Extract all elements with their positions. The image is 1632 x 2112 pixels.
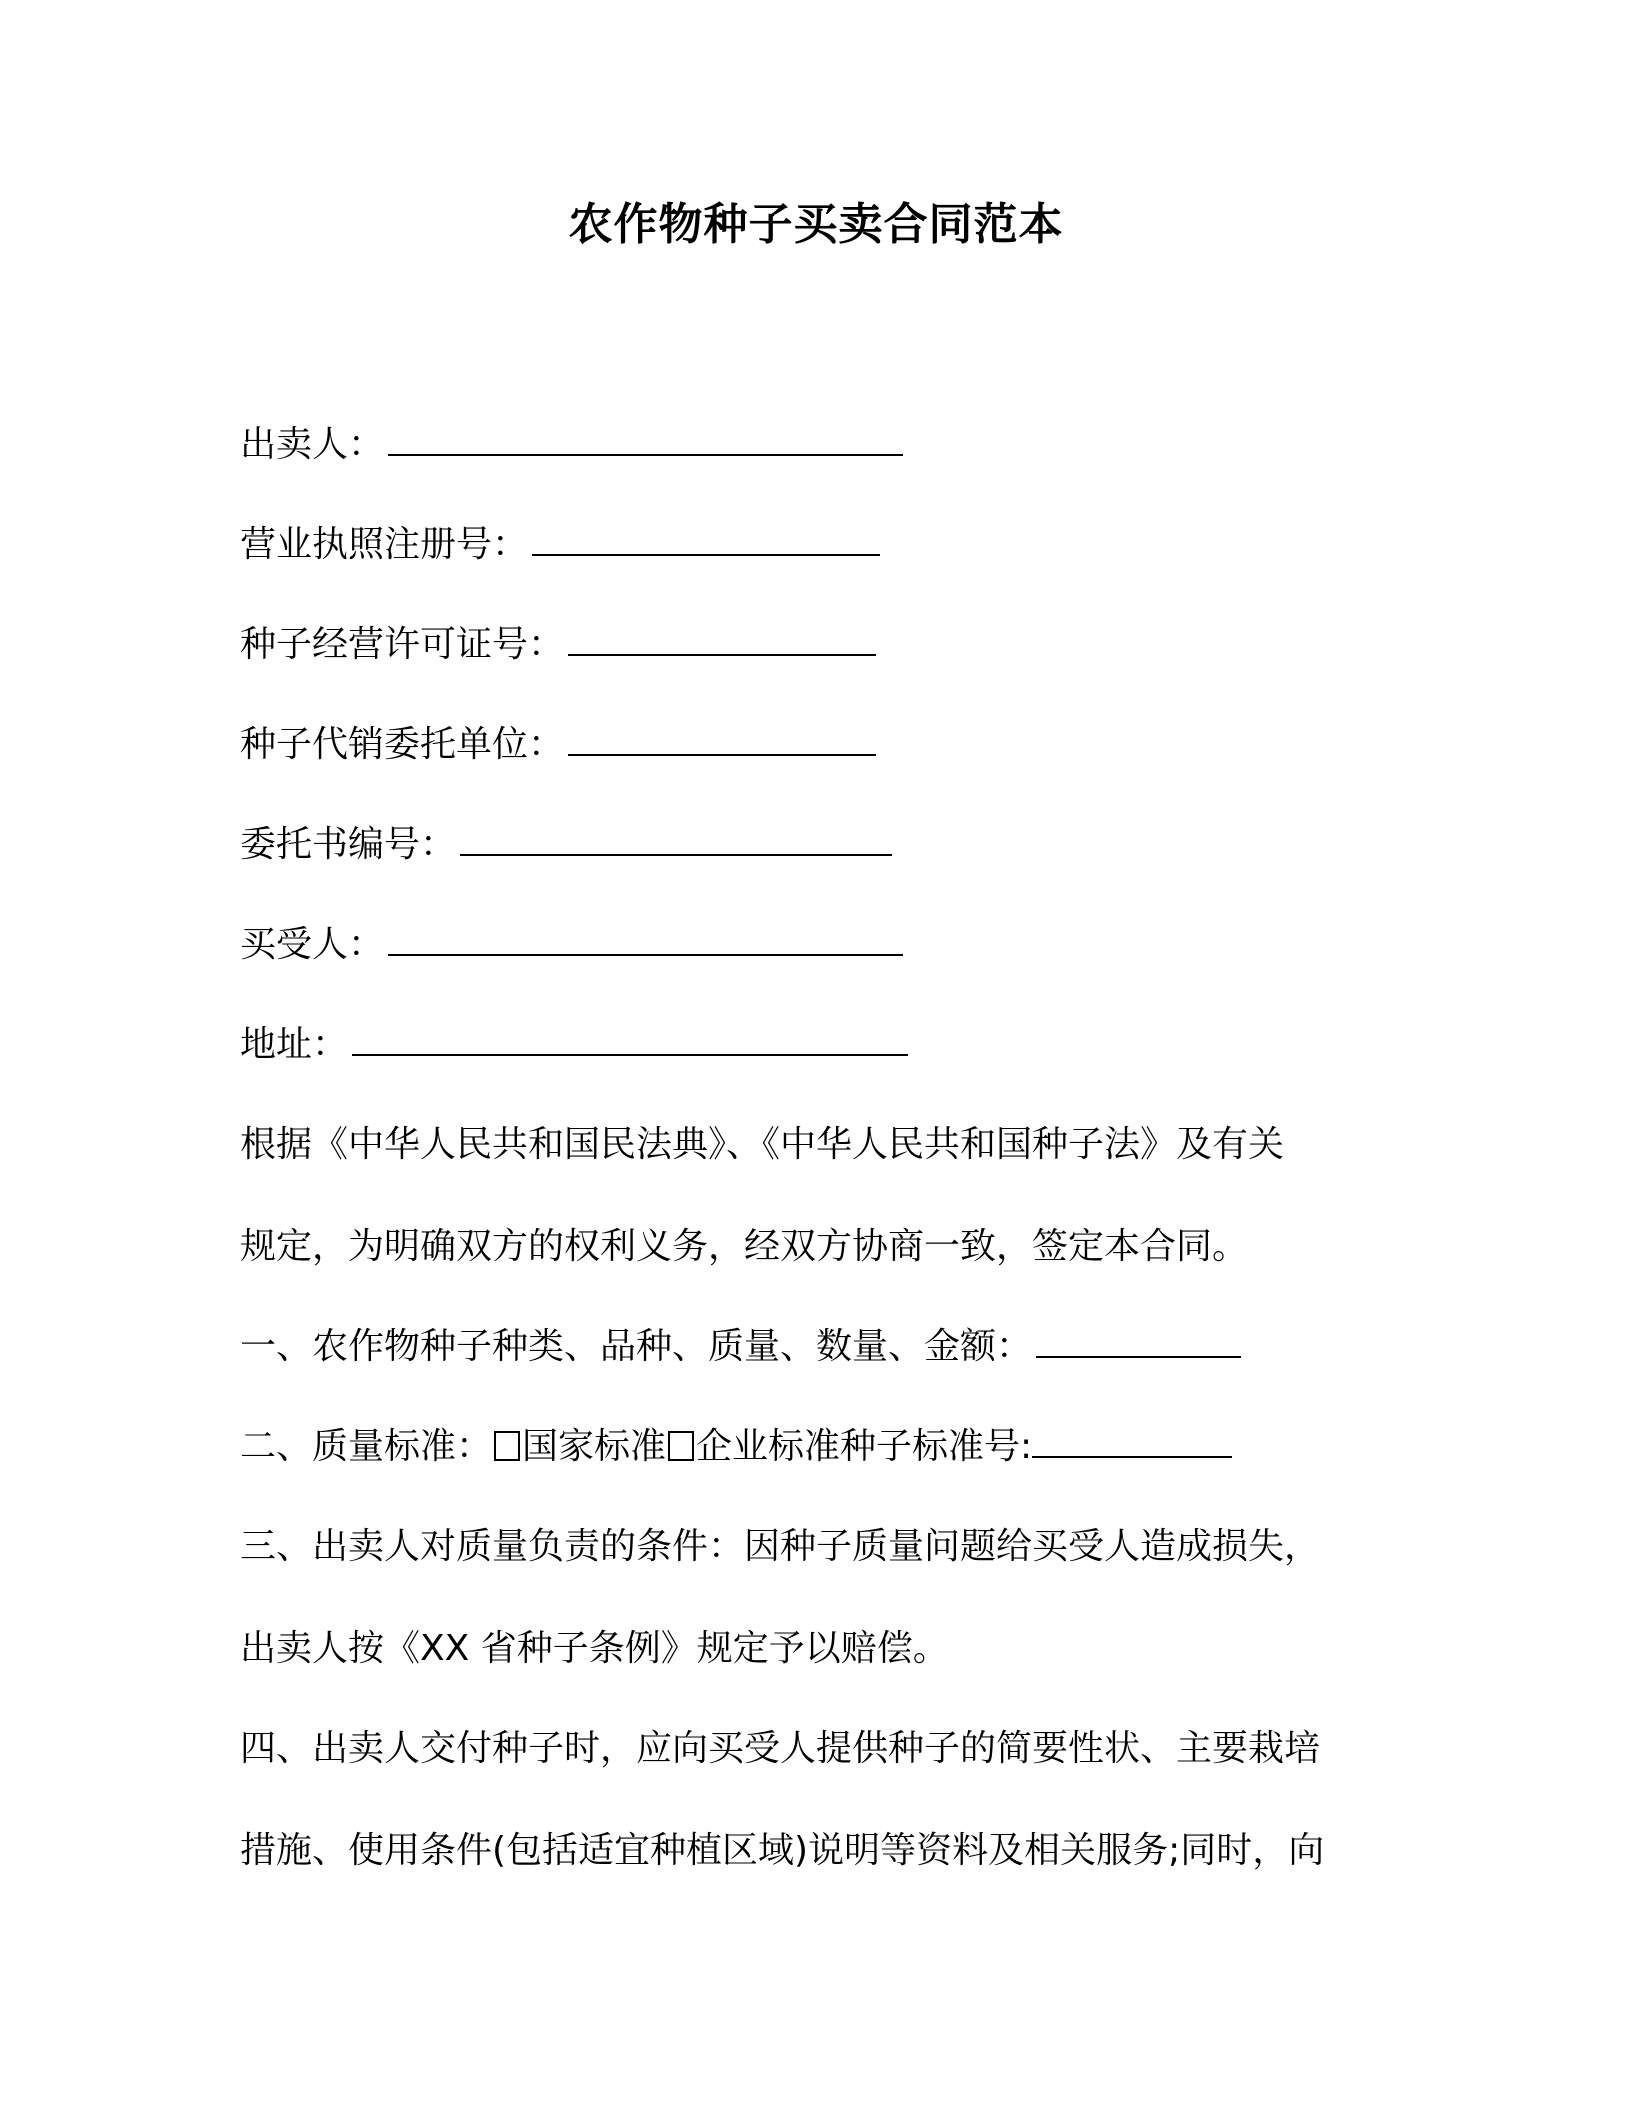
enterprise-standard-label: 企业标准种子标准号: xyxy=(696,1426,1033,1467)
authorization-number-label: 委托书编号： xyxy=(240,824,457,865)
consignment-unit-field xyxy=(240,720,876,770)
preamble-line-1: 根据《中华人民共和国民法典》、《中华人民共和国种子法》及有关 xyxy=(240,1124,1285,1165)
clause-2-prefix: 二、质量标准： xyxy=(240,1426,493,1467)
business-license-label: 营业执照注册号： xyxy=(240,524,529,565)
national-standard-checkbox[interactable] xyxy=(494,1431,520,1461)
consignment-unit-blank[interactable] xyxy=(568,724,876,756)
clause-4-line-2: 措施、使用条件(包括适宜种植区域)说明等资料及相关服务;同时，向 xyxy=(240,1830,1325,1871)
clause-1-text: 一、农作物种子种类、品种、质量、数量、金额： xyxy=(240,1326,1033,1367)
buyer-blank[interactable] xyxy=(388,924,903,956)
address-field xyxy=(240,1020,908,1070)
clause-3-line-2: 出卖人按《XX 省种子条例》规定予以赔偿。 xyxy=(240,1628,949,1669)
business-license-field xyxy=(240,520,880,570)
seed-permit-label: 种子经营许可证号： xyxy=(240,624,565,665)
authorization-number-blank[interactable] xyxy=(460,824,892,856)
address-blank[interactable] xyxy=(352,1024,908,1056)
enterprise-standard-checkbox[interactable] xyxy=(668,1431,694,1461)
page-title: 农作物种子买卖合同范本 xyxy=(568,199,1064,250)
address-label: 地址： xyxy=(240,1024,349,1065)
authorization-number-field xyxy=(240,820,892,870)
standard-number-blank[interactable] xyxy=(1032,1426,1232,1458)
clause-1 xyxy=(240,1322,1241,1372)
clause-4-line-1: 四、出卖人交付种子时，应向买受人提供种子的简要性状、主要栽培 xyxy=(240,1728,1321,1769)
consignment-unit-label: 种子代销委托单位： xyxy=(240,724,565,765)
buyer-label: 买受人： xyxy=(240,924,385,965)
clause-1-blank[interactable] xyxy=(1036,1326,1241,1358)
seller-field xyxy=(240,420,903,470)
clause-3-line-1: 三、出卖人对质量负责的条件：因种子质量问题给买受人造成损失， xyxy=(240,1526,1321,1567)
clause-2 xyxy=(240,1422,1232,1472)
seller-blank[interactable] xyxy=(388,424,903,456)
preamble-line-2: 规定，为明确双方的权利义务，经双方协商一致，签定本合同。 xyxy=(240,1226,1249,1267)
seller-label: 出卖人： xyxy=(240,424,385,465)
national-standard-label: 国家标准 xyxy=(522,1426,667,1467)
seed-permit-field xyxy=(240,620,876,670)
buyer-field xyxy=(240,920,903,970)
business-license-blank[interactable] xyxy=(532,524,880,556)
seed-permit-blank[interactable] xyxy=(568,624,876,656)
